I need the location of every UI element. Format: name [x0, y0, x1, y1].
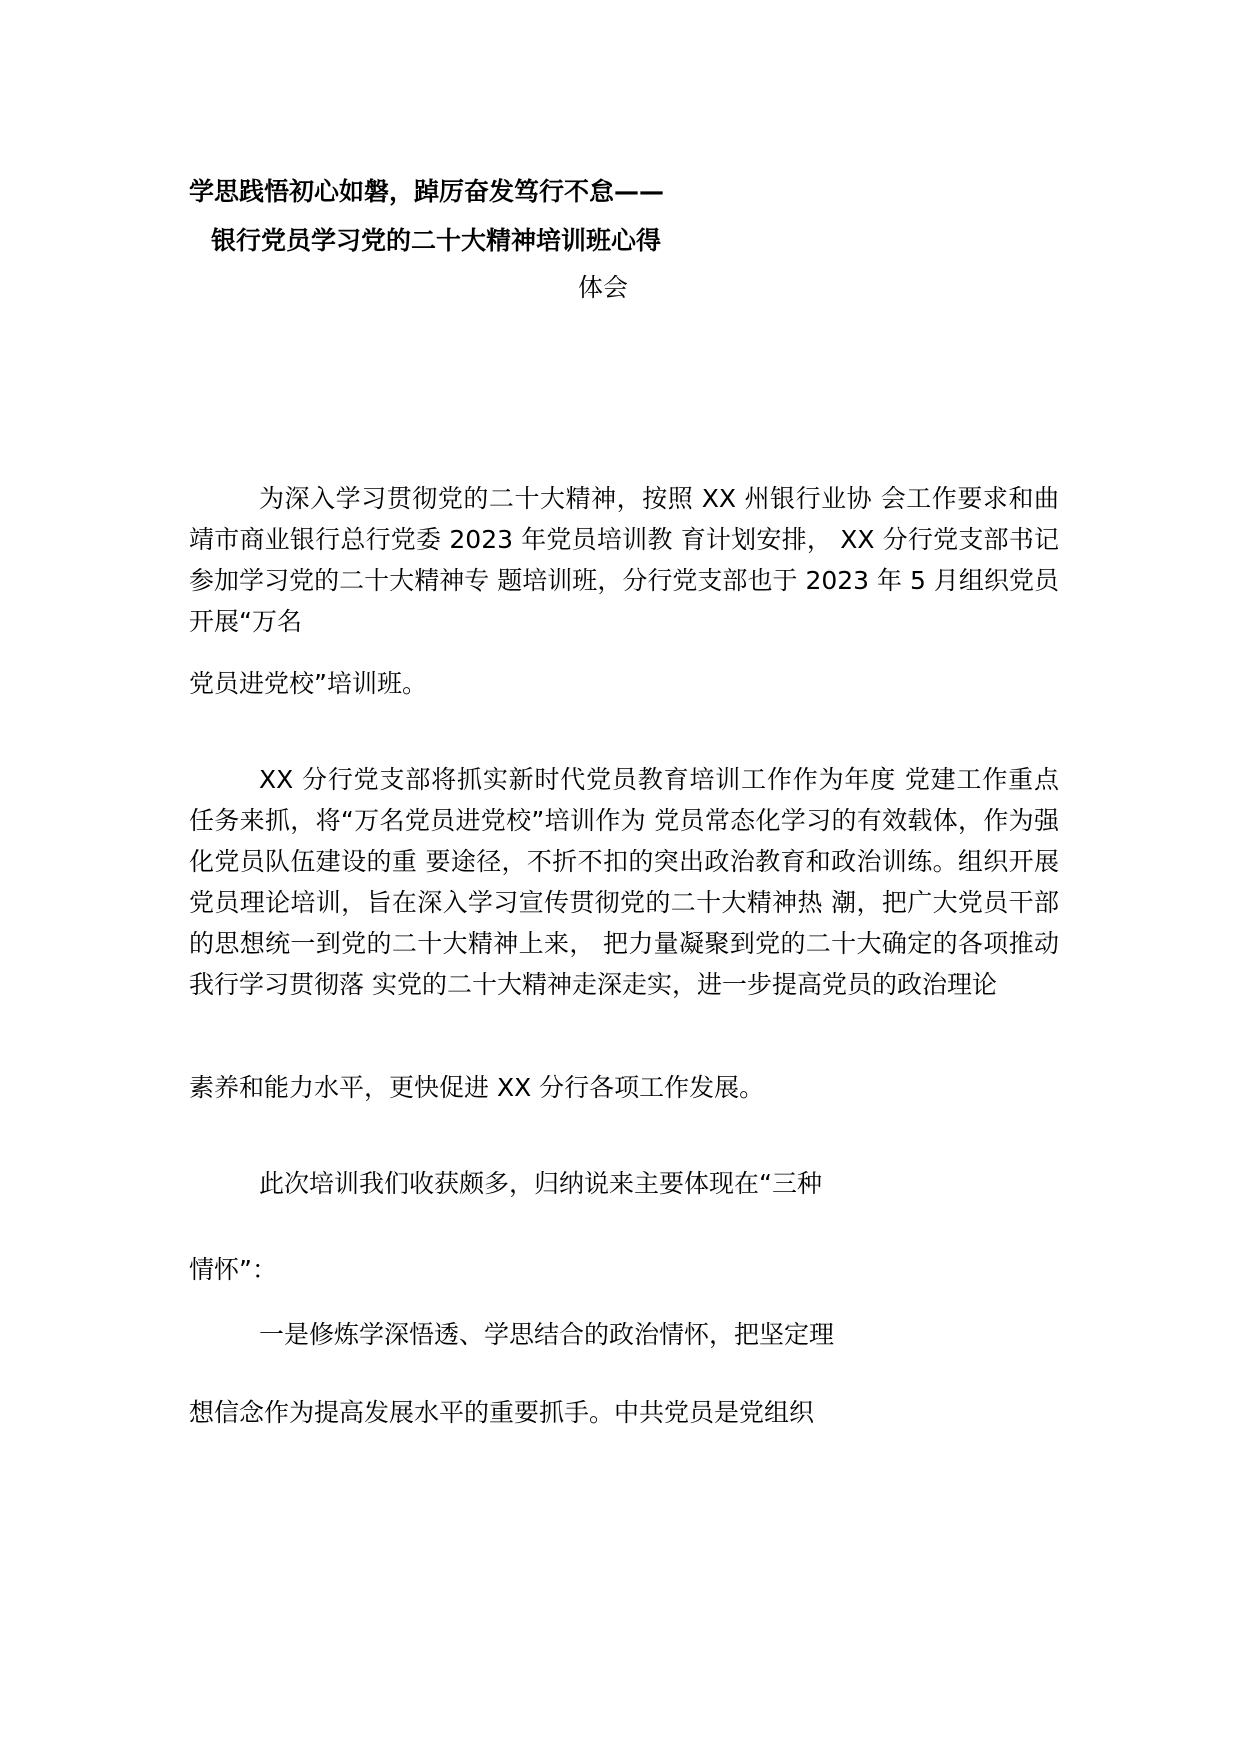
paragraph-3-continued: 情怀”：	[189, 1255, 277, 1284]
paragraph-2-continued: 素养和能力水平，更快促进 XX 分行各项工作发展。	[189, 1073, 765, 1102]
paragraph-1-continued: 党员进党校”培训班。	[189, 669, 427, 698]
paragraph-1: 为深入学习贯彻党的二十大精神，按照 XX 州银行业协 会工作要求和曲靖市商业银行总行党委 2023 年党员培训教 育计划安排， XX 分行党支部书记参加学习党的二十大精神专 题培训班，分行党支部也于 2023 年 5 月组织党员开展“万名	[189, 484, 1059, 636]
paragraph-3: 此次培训我们收获颇多，归纳说来主要体现在“三种	[259, 1169, 822, 1198]
title-line-1: 学思践悟初心如磐，踔厉奋发笃行不怠——	[189, 177, 665, 206]
paragraph-2: XX 分行党支部将抓实新时代党员教育培训工作作为年度 党建工作重点任务来抓，将“万名党员进党校”培训作为 党员常态化学习的有效载体，作为强化党员队伍建设的重 要途径，不折不扣的突出政治教育和政治训练。组织开展 党员理论培训，旨在深入学习宣传贯彻党的二十大精神热 潮，把广大党员干部的思想统一到党的二十大精神上来， 把力量凝聚到党的二十大确定的各项推动我行学习贯彻落 实党的二十大精神走深走实，进一步提高党员的政治理论	[189, 765, 1059, 999]
paragraph-4-continued: 想信念作为提高发展水平的重要抓手。中共党员是党组织	[189, 1398, 815, 1427]
paragraph-4: 一是修炼学深悟透、学思结合的政治情怀，把坚定理	[259, 1320, 835, 1349]
title-line-3: 体会	[578, 273, 629, 302]
title-line-2: 银行党员学习党的二十大精神培训班心得	[211, 226, 662, 255]
